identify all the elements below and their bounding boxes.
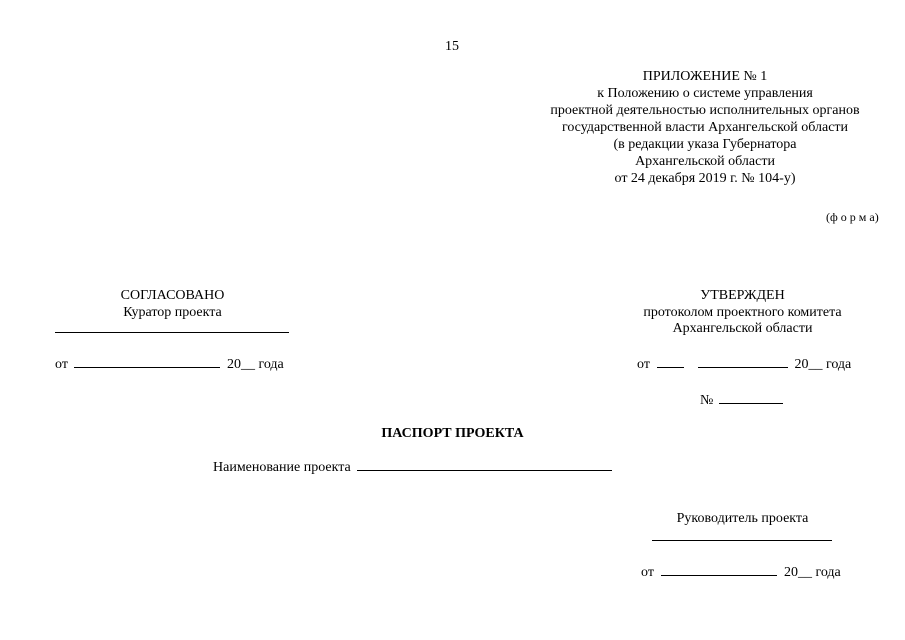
date-prefix: от	[641, 565, 654, 580]
appendix-line: от 24 декабря 2019 г. № 104-у)	[614, 171, 796, 186]
approved-title: УТВЕРЖДЕН	[700, 288, 785, 303]
project-name-blank	[357, 458, 612, 471]
agreed-date	[55, 355, 284, 373]
date-year: 20__ года	[226, 357, 284, 372]
approved-line: Архангельской области	[672, 321, 813, 336]
date-blank	[661, 563, 777, 576]
day-blank	[657, 355, 684, 368]
number-prefix: №	[700, 393, 714, 408]
agreed-title: СОГЛАСОВАНО	[120, 288, 225, 303]
date-blank	[74, 355, 220, 368]
leader-title: Руководитель проекта	[676, 511, 809, 526]
project-name-row	[213, 458, 612, 476]
date-year: 20__ года	[794, 357, 852, 372]
appendix-line: Архангельской области	[635, 154, 775, 169]
approved-line: протоколом проектного комитета	[643, 305, 842, 320]
page-number: 15	[445, 39, 459, 54]
date-prefix: от	[637, 357, 650, 372]
appendix-line: проектной деятельностью исполнительных органов	[550, 103, 860, 118]
appendix-title: ПРИЛОЖЕНИЕ № 1	[642, 69, 768, 84]
form-label: (ф о р м а)	[826, 210, 879, 224]
leader-date	[641, 563, 841, 581]
agreed-subtitle: Куратор проекта	[123, 305, 222, 320]
appendix-line: государственной власти Архангельской области	[561, 120, 849, 135]
appendix-line: к Положению о системе управления	[597, 86, 813, 101]
approved-date	[637, 355, 851, 373]
appendix-block	[510, 68, 900, 187]
month-blank	[698, 355, 788, 368]
passport-title: ПАСПОРТ ПРОЕКТА	[381, 426, 524, 441]
leader-signature-line	[652, 540, 832, 541]
date-prefix: от	[55, 357, 68, 372]
number-blank	[719, 391, 783, 404]
project-name-label: Наименование проекта	[213, 460, 351, 475]
date-year: 20__ года	[783, 565, 841, 580]
appendix-line: (в редакции указа Губернатора	[613, 137, 797, 152]
curator-signature-line	[55, 332, 289, 333]
approved-number	[700, 391, 783, 409]
